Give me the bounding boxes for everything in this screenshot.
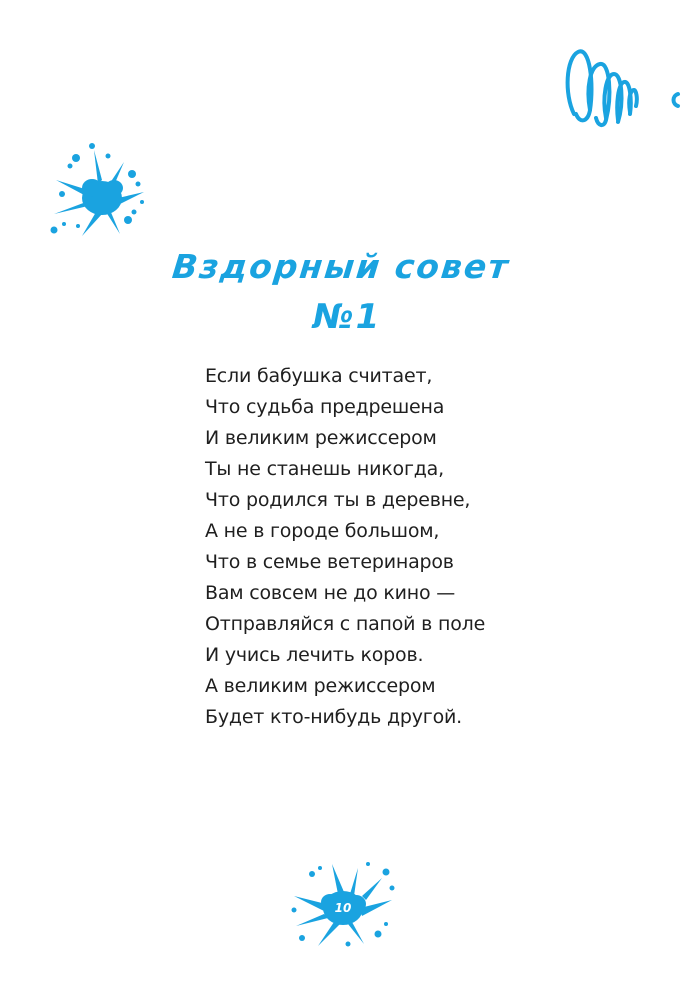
poem-line: Ты не станешь никогда, xyxy=(205,458,444,480)
poem-line: Если бабушка считает, xyxy=(205,365,433,387)
poem-number: №1 xyxy=(312,297,382,337)
poem-line: Что судьба предрешена xyxy=(205,396,445,418)
poem-line: Будет кто-нибудь другой. xyxy=(205,706,462,728)
poem-text xyxy=(205,361,485,733)
scribble-icon xyxy=(560,44,682,132)
poem-line: Что родился ты в деревне, xyxy=(205,489,471,511)
poem-title: Вздорный совет xyxy=(170,247,512,286)
poem-line: Отправляйся с папой в поле xyxy=(205,613,486,635)
poem-line: А великим режиссером xyxy=(205,675,436,697)
page-number: 10 xyxy=(334,901,352,915)
poem-line: И учись лечить коров. xyxy=(205,644,424,666)
poem-line: А не в городе большом, xyxy=(205,520,440,542)
poem-line: И великим режиссером xyxy=(205,427,437,449)
poem-line: Вам совсем не до кино — xyxy=(205,582,456,604)
poem-line: Что в семье ветеринаров xyxy=(205,551,454,573)
ink-splash-icon xyxy=(48,140,148,242)
